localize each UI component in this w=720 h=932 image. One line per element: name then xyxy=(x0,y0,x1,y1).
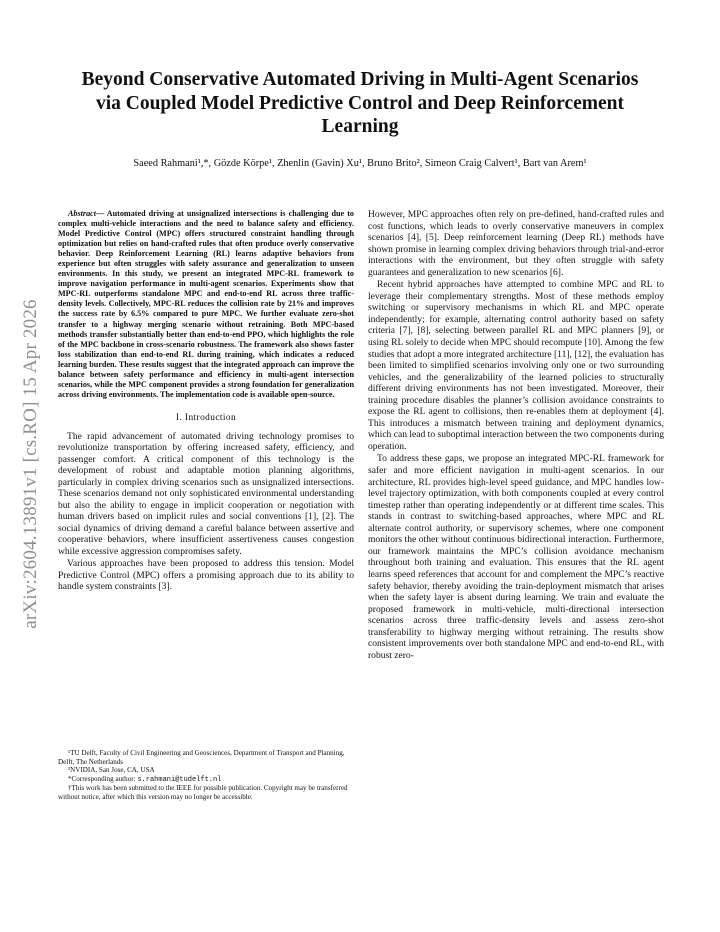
footnote-ieee-notice: †This work has been submitted to the IEEE for possible publication. Copyright may be transferred without notice, after which this version may no longer be accessible. xyxy=(58,784,348,801)
right-paragraph-1: However, MPC approaches often rely on pre-defined, hand-crafted rules and cost functions, which leads to overly conservative maneuvers in complex scenarios [4], [5]. Deep reinforcement learning (Deep RL) methods have shown promise in learning complex driving behaviors through trial-and-error interactions with the environment, but they often struggle with safety guarantees and generalization to new scenarios [6]. xyxy=(368,209,664,278)
right-column xyxy=(368,209,664,661)
arxiv-stamp-text: arXiv:2604.13891v1 [cs.RO] 15 Apr 2026 xyxy=(20,299,41,629)
footnote-affiliation-2: ²NVIDIA, San Jose, CA, USA xyxy=(68,766,155,774)
footnote-corresponding-author xyxy=(58,775,354,785)
abstract xyxy=(58,209,354,400)
intro-paragraph-1: The rapid advancement of automated driving technology promises to revolutionize transportation by offering increased safety, efficiency, and passenger comfort. A critical component of this technology is the development of robust and adaptable motion planning algorithms, particularly in complex driving scenarios such as unsignalized intersections. These scenarios demand not only sophisticated environmental understanding but also the ability to engage in implicit cooperation or negotiation with human drivers based on implicit rules and social conventions [1], [2]. The social dynamics of driving demand a careful balance between assertive and cooperative behaviors, where insufficient assertiveness causes congestion while excessive aggression compromises safety. xyxy=(58,430,354,557)
footnote-corresponding-label: *Corresponding author: xyxy=(68,774,138,783)
corresponding-email: s.rahmani@tudelft.nl xyxy=(137,775,222,784)
paper-title: Beyond Conservative Automated Driving in Multi-Agent Scenarios via Coupled Model Predictive Control and Deep Reinforcement Learning xyxy=(81,69,639,137)
arxiv-identifier-stamp xyxy=(20,244,42,684)
author-list: Saeed Rahmani¹,*, Gözde Körpe¹, Zhenlin (Gavin) Xu¹, Bruno Brito², Simeon Craig Calvert¹, Bart van Arem¹ xyxy=(133,158,587,169)
right-paragraph-3: To address these gaps, we propose an integrated MPC-RL framework for safer and more efficient navigation in multi-agent scenarios. In our architecture, RL provides high-level speed guidance, and MPC handles low-level trajectory optimization, with both components coupled at every control timestep rather than operating independently or at different time scales. This stands in contrast to switching-based approaches, where MPC and RL alternate control authority, or supervisory schemes, where one component monitors the other without continuous bidirectional interaction. Furthermore, our framework maintains the MPC’s collision avoidance mechanism throughout both training and evaluation. This ensures that the RL agent learns speed references that account for and complement the MPC’s reactive safety behavior, thereby avoiding the train-deployment mismatch that arises when the safety layer is absent during learning. We train and evaluate the proposed framework in multi-vehicle, multi-directional intersection scenarios across three traffic-density levels and assess zero-shot transferability to highway merging without retraining. The results show consistent improvements over both standalone MPC and end-to-end RL, with robust zero- xyxy=(368,453,664,661)
abstract-label: Abstract xyxy=(68,209,96,218)
section-heading-introduction xyxy=(58,413,354,423)
left-column xyxy=(58,209,354,593)
intro-paragraph-2: Various approaches have been proposed to address this tension. Model Predictive Control (MPC) offers a promising approach due to its ability to handle system constraints [3]. xyxy=(58,558,354,593)
footnote-affiliation-1: ¹TU Delft, Faculty of Civil Engineering and Geosciences, Department of Transport and Planning, Delft, The Netherlands xyxy=(58,749,345,766)
section-heading-text: I. Introduction xyxy=(175,412,237,423)
footnotes xyxy=(58,749,354,801)
abstract-separator: — xyxy=(96,209,107,218)
abstract-text: Automated driving at unsignalized intersections is challenging due to complex multi-vehicle interactions and the need to balance safety and efficiency. Model Predictive Control (MPC) offers structured constraint handling through optimization but relies on hand-crafted rules that often produce overly conservative behavior. Deep Reinforcement Learning (RL) learns adaptive behaviors from experience but often struggles with safety assurance and generalization to unseen environments. In this study, we present an integrated MPC-RL framework to improve navigation performance in multi-agent scenarios. Experiments show that MPC-RL outperforms standalone MPC and end-to-end RL across three traffic-density levels. Collectively, MPC-RL reduces the collision rate by 21% and improves the success rate by 6.5% compared to pure MPC. We further evaluate zero-shot transfer to a highway merging scenario without retraining. Both MPC-based methods transfer substantially better than end-to-end PPO, which highlights the role of the MPC backbone in cross-scenario robustness. The framework also shows faster loss stabilization than end-to-end RL during training, which indicates a reduced learning burden. These results suggest that the integrated approach can improve the balance between safety performance and efficiency in multi-agent intersection scenarios, while the MPC component provides a strong foundation for generalization across driving environments. The implementation code is available open-source. xyxy=(58,209,354,399)
right-paragraph-2: Recent hybrid approaches have attempted to combine MPC and RL to leverage their complementary strengths. Most of these methods employ switching or supervisory mechanisms in which RL and MPC operate independently; for example, alternating control authority based on safety criteria [7], [8], selecting between parallel RL and MPC planners [9], or using RL solely to decide when MPC should recompute [10]. Among the few studies that adopt a more integrated architecture [11], [12], the evaluation has been limited to simplified scenarios involving only one or two surrounding vehicles, and the generalizability of the learned policies to structurally different driving environments has not been investigated. Moreover, their training procedure disables the planner’s collision avoidance constraints to expose the RL agent to collisions, then re-enables them at deployment [4]. This introduces a mismatch between training and deployment dynamics, which can lead to suboptimal interaction between the two components during operation. xyxy=(368,279,664,452)
